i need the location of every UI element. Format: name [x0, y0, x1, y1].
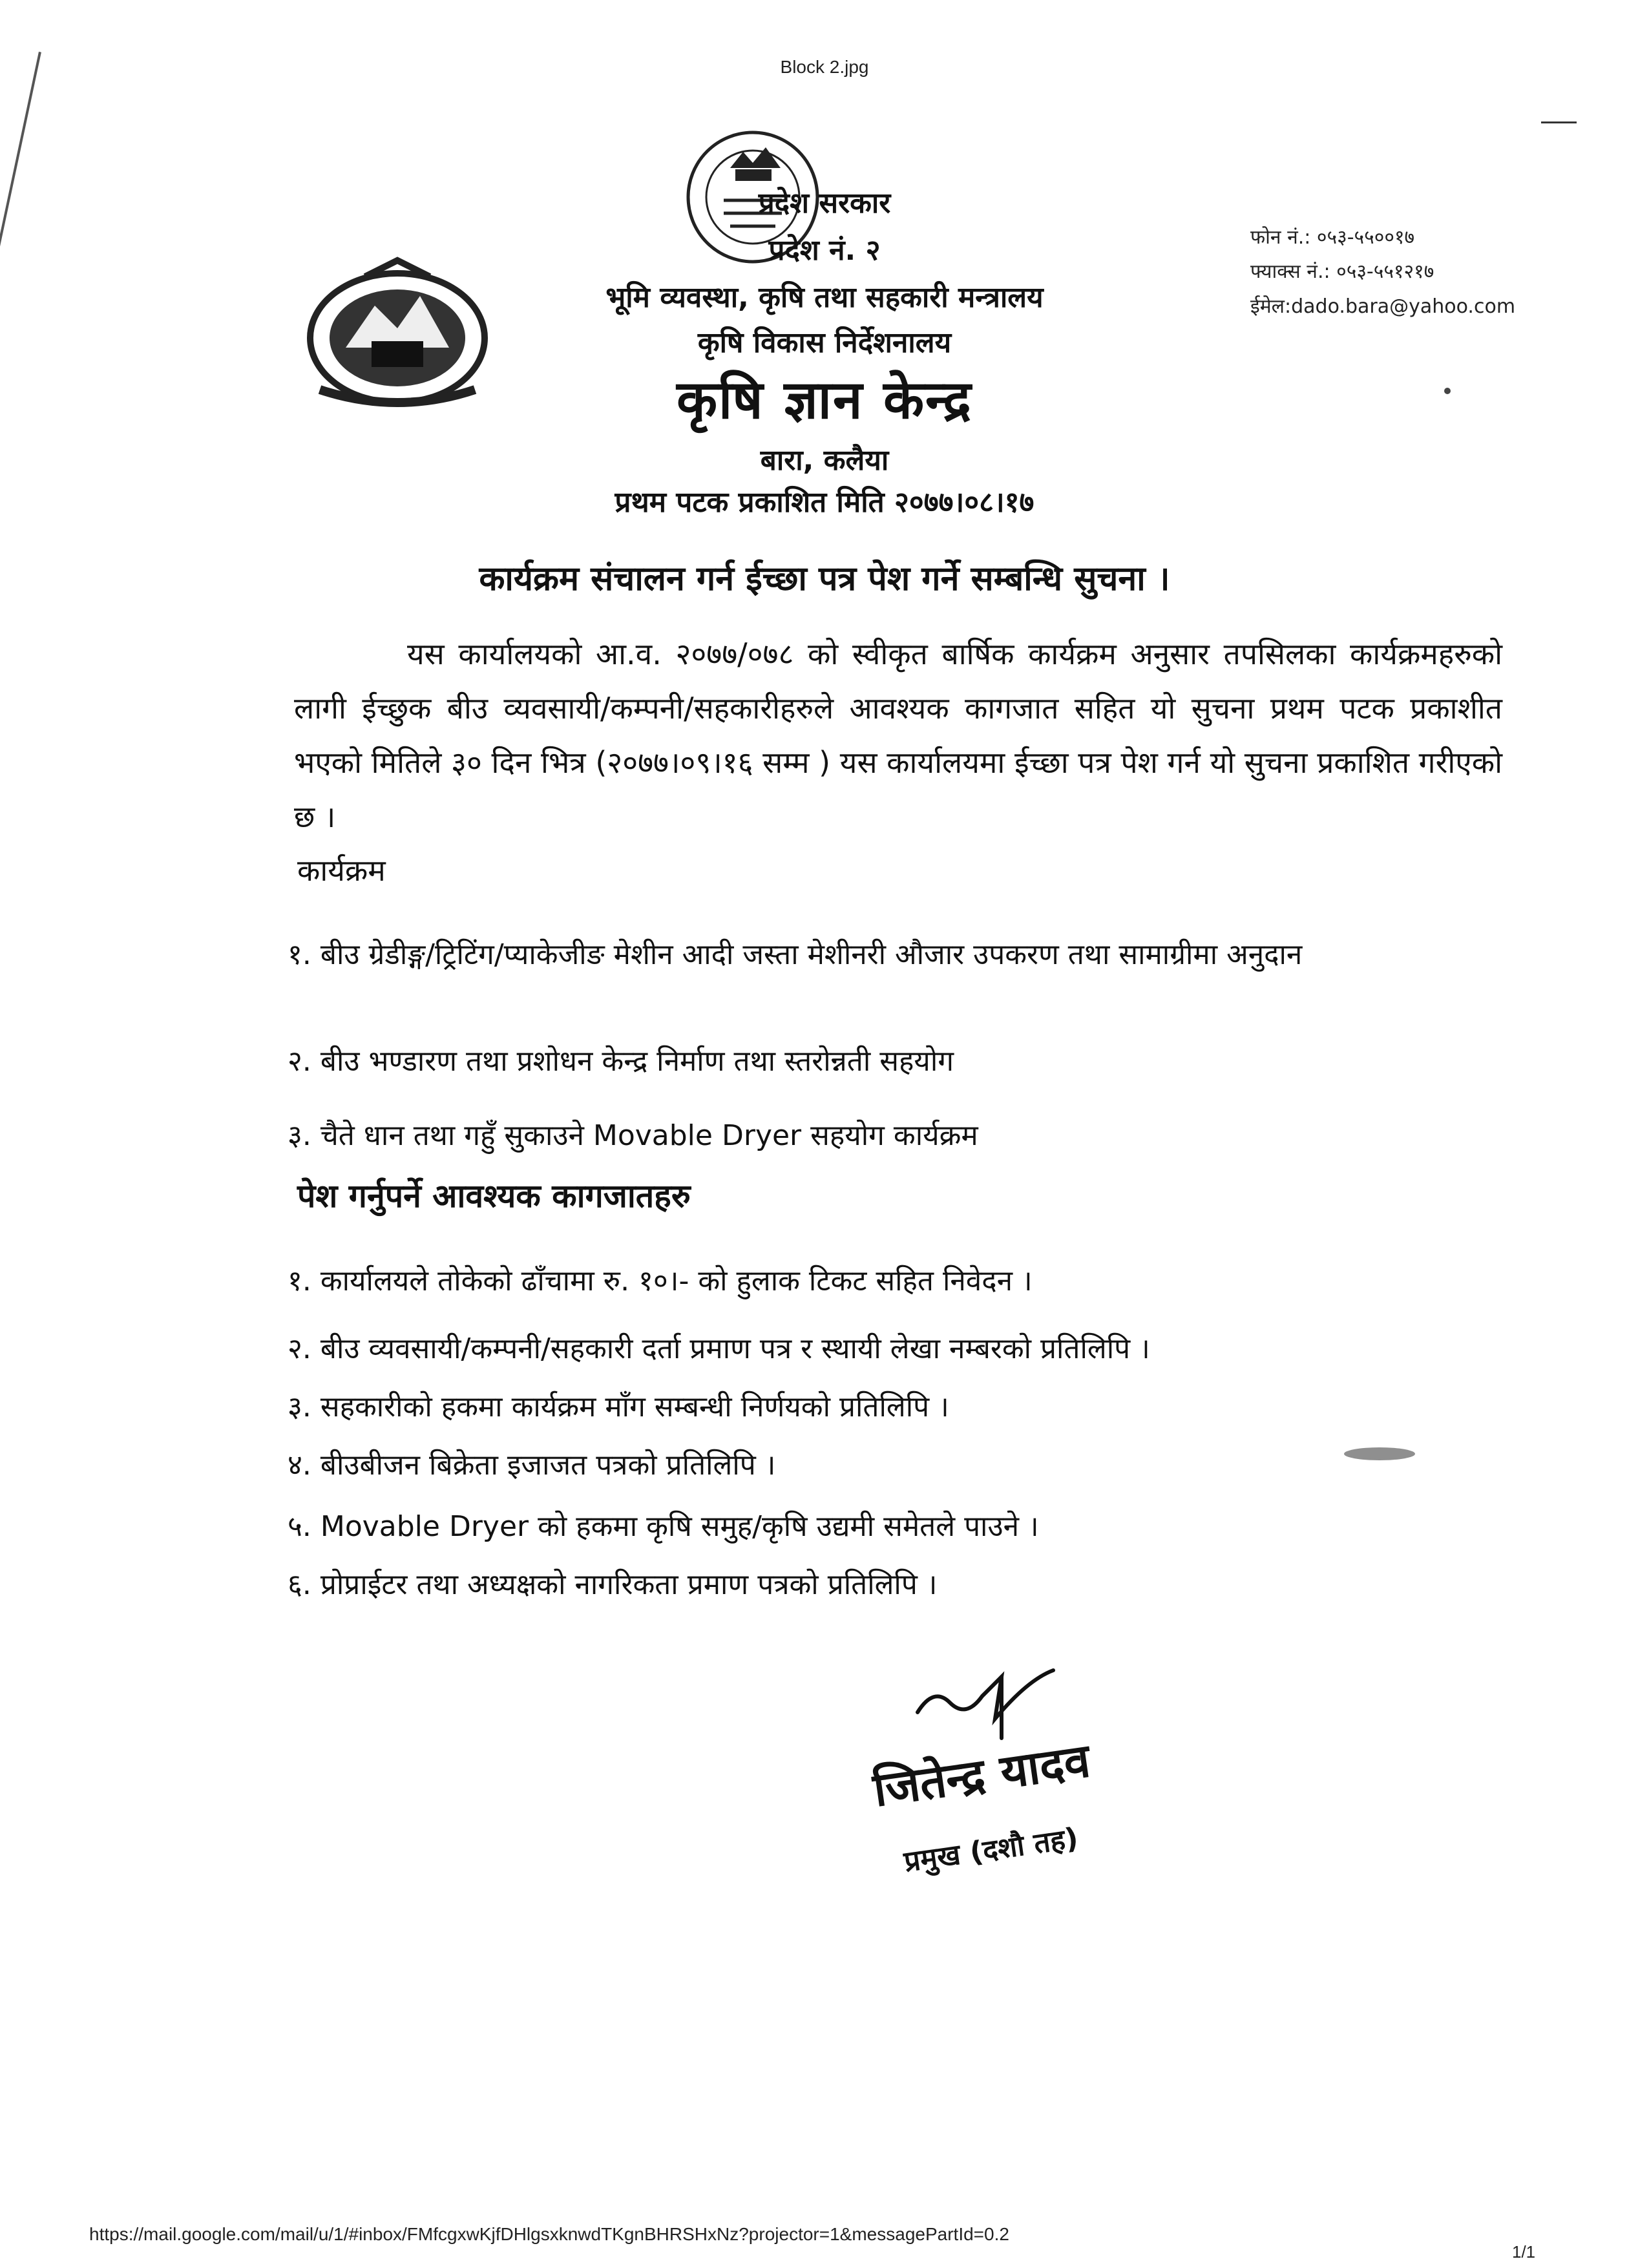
letterhead-office: कृषि ज्ञान केन्द्र	[677, 370, 972, 431]
document-item: ५. Movable Dryer को हकमा कृषि समुह/कृषि उद्यमी समेतले पाउने ।	[288, 1510, 1039, 1543]
document-item: १. कार्यालयले तोकेको ढाँचामा रु. १०।- को हुलाक टिकट सहित निवेदन ।	[288, 1265, 1033, 1297]
program-item: ३. चैते धान तथा गहुँ सुकाउने Movable Dryer सहयोग कार्यक्रम	[288, 1119, 978, 1152]
notice-subject: कार्यक्रम संचालन गर्न ईच्छा पत्र पेश गर्ने सम्बन्धि सुचना ।	[479, 560, 1170, 598]
publish-date: प्रथम पटक प्रकाशित मिति २०७७।०८।१७	[614, 486, 1035, 519]
program-item: २. बीउ भण्डारण तथा प्रशोधन केन्द्र निर्माण तथा स्तरोन्नती सहयोग	[288, 1045, 954, 1078]
contact-fax: फ्याक्स नं.: ०५३-५५१२१७	[1250, 260, 1434, 283]
document-item: ६. प्रोप्राईटर तथा अध्यक्षको नागरिकता प्रमाण पत्रको प्रतिलिपि ।	[288, 1568, 938, 1601]
contact-email: ईमेल:dado.bara@yahoo.com	[1250, 295, 1516, 318]
footer-url: https://mail.google.com/mail/u/1/#inbox/FMfcgxwKjfDHlgsxknwdTKgnBHRSHxNz?projector=1&messagePartId=0.2	[89, 2224, 1009, 2244]
signatory-name: जितेन्द्र यादव	[870, 1732, 1094, 1818]
page-number: 1/1	[1512, 2242, 1536, 2262]
letterhead-province: प्रदेश नं. २	[768, 234, 881, 267]
notice-body: यस कार्यालयको आ.व. २०७७/०७८ को स्वीकृत बार्षिक कार्यक्रम अनुसार तपसिलका कार्यक्रमहरुको लागी ईच्छुक बीउ व्यवसायी/कम्पनी/सहकारीहरुले आवश्यक कागजात सहित यो सुचना प्रथम पटक प्रकाशीत भएको मितिले ३० दिन भित्र (२०७७।०९।१६ सम्म ) यस कार्यालयमा ईच्छा पत्र पेश गर्न यो सुचना प्रकाशित गरीएको छ ।	[294, 636, 1502, 834]
documents-heading: पेश गर्नुपर्ने आवश्यक कागजातहरु	[297, 1177, 691, 1215]
program-item: १. बीउ ग्रेडीङ्ग/ट्रिटिंग/प्याकेजीङ मेशीन आदी जस्ता मेशीनरी औजार उपकरण तथा सामाग्रीमा अनुदान	[288, 938, 1303, 971]
letterhead-directorate: कृषि विकास निर्देशनालय	[697, 326, 952, 359]
signatory-title: प्रमुख (दशौ तह)	[901, 1822, 1080, 1879]
scan-dash	[1541, 121, 1577, 123]
letterhead-ministry: भूमि व्यवस्था, कृषि तथा सहकारी मन्त्रालय	[605, 281, 1044, 314]
document-item: ३. सहकारीको हकमा कार्यक्रम माँग सम्बन्धी निर्णयको प्रतिलिपि ।	[288, 1391, 949, 1423]
programs-heading: कार्यक्रम	[297, 853, 386, 888]
letterhead-location: बारा, कलैया	[760, 444, 889, 477]
document-item: ४. बीउबीजन बिक्रेता इजाजत पत्रको प्रतिलिपि ।	[288, 1449, 776, 1482]
print-filename: Block 2.jpg	[780, 57, 869, 77]
letterhead-government: प्रदेश सरकार	[758, 187, 891, 220]
contact-phone: फोन नं.: ०५३-५५००१७	[1250, 226, 1415, 249]
document-item: २. बीउ व्यवसायी/कम्पनी/सहकारी दर्ता प्रमाण पत्र र स्थायी लेखा नम्बरको प्रतिलिपि ।	[288, 1332, 1150, 1365]
